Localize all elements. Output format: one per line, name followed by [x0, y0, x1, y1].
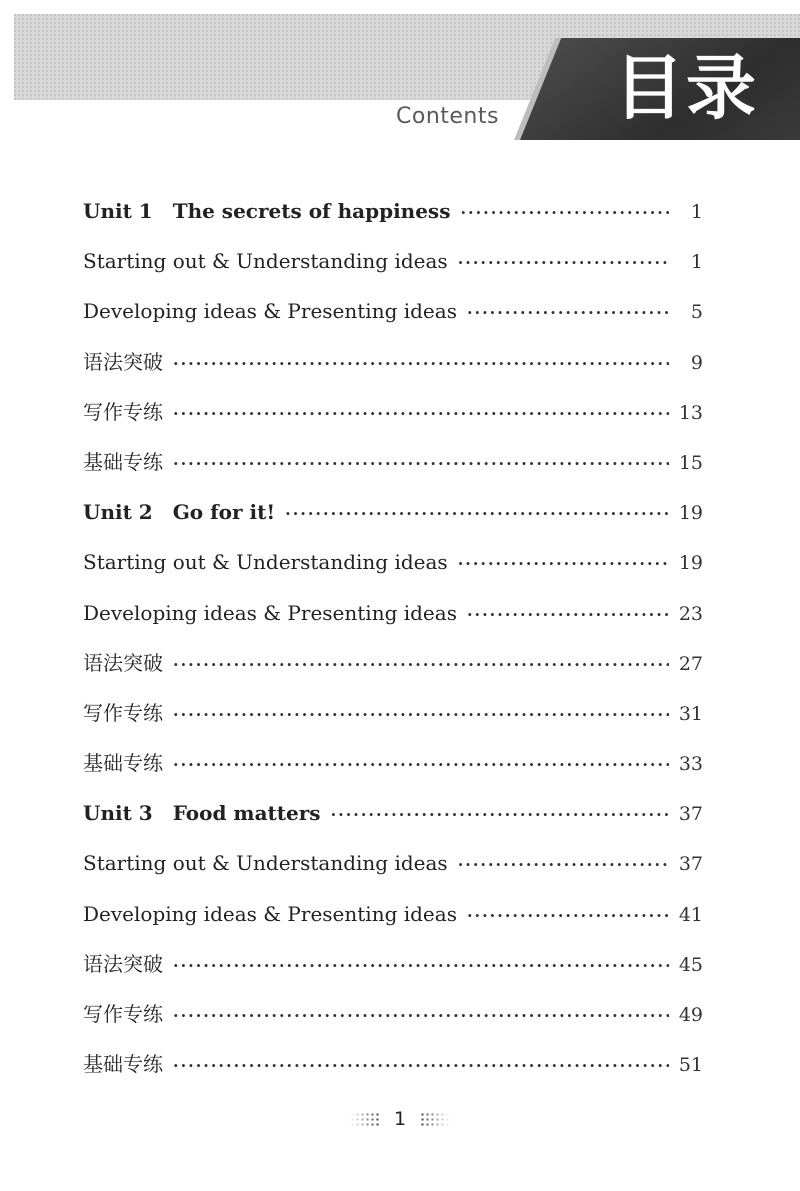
toc-leader-dots — [173, 690, 669, 740]
toc-leader-dots — [467, 590, 669, 640]
toc-entry-page: 19 — [678, 502, 703, 525]
toc-entry[interactable] — [83, 437, 703, 487]
toc-leader-dots — [173, 389, 669, 439]
toc-entry-page: 1 — [690, 251, 703, 274]
toc-leader-dots — [173, 339, 669, 389]
toc-entry[interactable] — [83, 989, 703, 1039]
toc-leader-dots — [458, 840, 669, 890]
toc-entry[interactable] — [83, 838, 703, 888]
toc-leader-dots — [467, 891, 669, 941]
toc-entry[interactable] — [83, 537, 703, 587]
toc-leader-dots — [173, 439, 669, 489]
toc-entry[interactable] — [83, 337, 703, 387]
toc-entry[interactable] — [83, 788, 703, 838]
toc-entry[interactable] — [83, 688, 703, 738]
toc-entry[interactable] — [83, 738, 703, 788]
table-of-contents — [83, 186, 703, 1089]
toc-leader-dots — [467, 288, 669, 338]
toc-leader-dots — [460, 188, 669, 238]
toc-entry-title: 语法突破 — [83, 349, 163, 374]
toc-entry-page: 31 — [678, 702, 703, 725]
toc-entry-page: 37 — [678, 803, 703, 826]
page-number: 1 — [393, 1108, 407, 1130]
toc-entry-title: Unit 1 The secrets of happiness — [83, 199, 451, 223]
toc-entry[interactable] — [83, 588, 703, 638]
toc-entry[interactable] — [83, 939, 703, 989]
toc-entry-title: Starting out & Understanding ideas — [83, 851, 448, 876]
toc-entry[interactable] — [83, 186, 703, 236]
toc-leader-dots — [458, 539, 669, 589]
toc-entry[interactable] — [83, 1039, 703, 1089]
toc-entry-title: 基础专练 — [83, 1052, 163, 1077]
toc-entry-page: 41 — [678, 903, 703, 926]
page-subtitle: Contents — [396, 104, 499, 129]
page-title: 目录 — [614, 47, 758, 129]
toc-entry[interactable] — [83, 286, 703, 336]
dot-ornament-right — [420, 1112, 450, 1128]
toc-entry-title: 基础专练 — [83, 449, 163, 474]
toc-leader-dots — [331, 790, 669, 840]
toc-leader-dots — [173, 941, 669, 991]
toc-entry-title: 语法突破 — [83, 951, 163, 976]
toc-entry-title: 基础专练 — [83, 751, 163, 776]
dot-ornament-left — [350, 1112, 380, 1128]
toc-leader-dots — [173, 1041, 669, 1091]
toc-entry-page: 51 — [678, 1054, 703, 1077]
toc-leader-dots — [458, 238, 669, 288]
toc-entry-page: 19 — [678, 552, 703, 575]
toc-entry[interactable] — [83, 638, 703, 688]
toc-entry[interactable] — [83, 889, 703, 939]
toc-entry[interactable] — [83, 387, 703, 437]
page-footer — [0, 1108, 800, 1130]
toc-entry-title: 写作专练 — [83, 399, 163, 424]
toc-entry-title: Developing ideas & Presenting ideas — [83, 600, 457, 625]
toc-entry-page: 45 — [678, 953, 703, 976]
toc-entry-title: Unit 2 Go for it! — [83, 500, 276, 525]
toc-entry-page: 33 — [678, 753, 703, 776]
toc-entry[interactable] — [83, 487, 703, 537]
toc-entry-page: 1 — [690, 201, 703, 223]
toc-entry-title: Developing ideas & Presenting ideas — [83, 299, 457, 324]
toc-leader-dots — [173, 991, 669, 1041]
toc-entry-page: 37 — [678, 853, 703, 876]
toc-entry-title: 写作专练 — [83, 1002, 163, 1026]
toc-entry-title: 写作专练 — [83, 700, 163, 725]
toc-leader-dots — [285, 489, 669, 539]
toc-entry-title: 语法突破 — [83, 650, 163, 675]
toc-entry-title: Developing ideas & Presenting ideas — [83, 901, 457, 926]
toc-entry[interactable] — [83, 236, 703, 286]
toc-entry-page: 15 — [678, 451, 703, 474]
toc-entry-page: 9 — [690, 351, 703, 374]
toc-leader-dots — [173, 640, 669, 690]
toc-entry-title: Unit 3 Food matters — [83, 801, 321, 826]
toc-entry-page: 27 — [678, 652, 703, 675]
toc-entry-title: Starting out & Understanding ideas — [83, 249, 448, 274]
toc-entry-page: 5 — [690, 301, 703, 324]
toc-entry-page: 23 — [678, 602, 703, 625]
toc-entry-page: 49 — [678, 1004, 703, 1026]
toc-entry-page: 13 — [678, 401, 703, 424]
toc-leader-dots — [173, 740, 669, 790]
toc-entry-title: Starting out & Understanding ideas — [83, 550, 448, 575]
